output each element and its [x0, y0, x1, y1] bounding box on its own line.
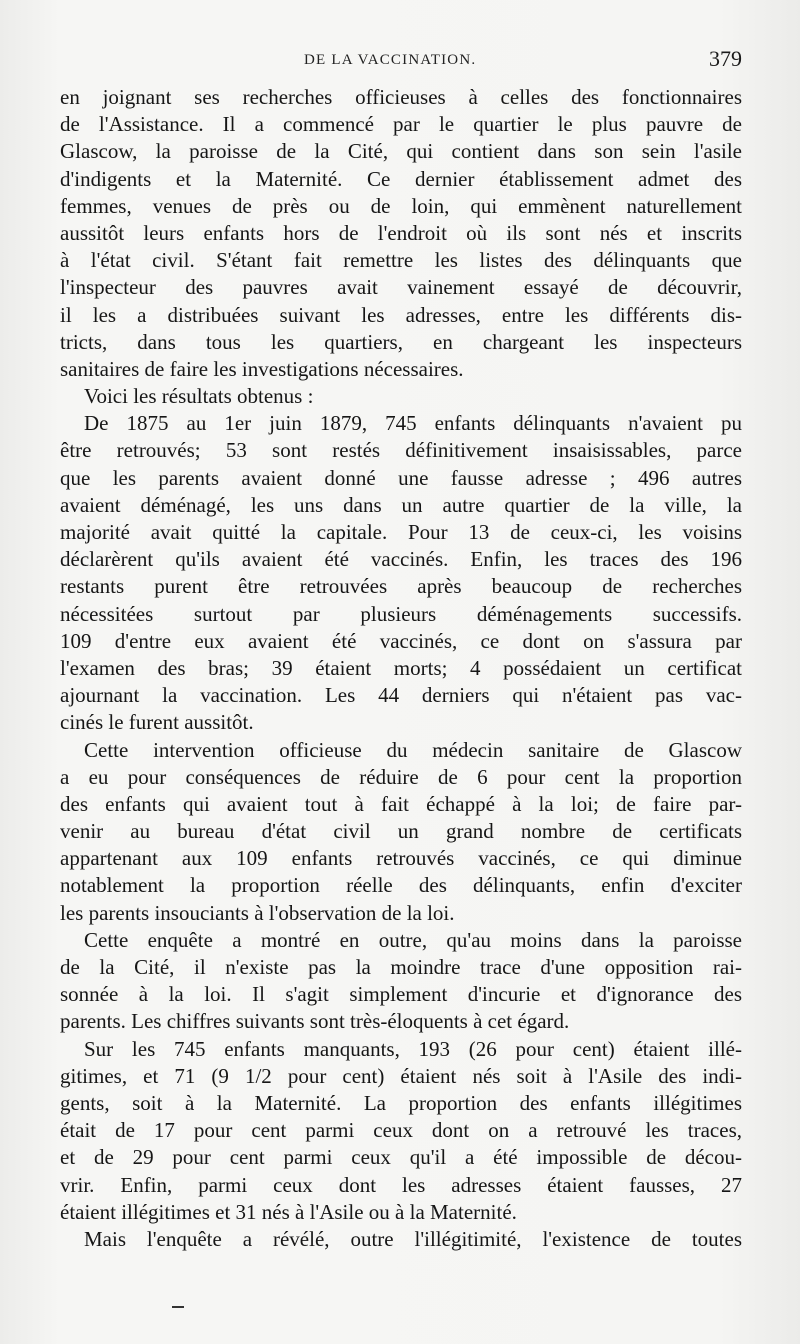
text-line: les parents insouciants à l'observation de la loi. — [60, 900, 455, 925]
text-line: Mais l'enquête a révélé, outre l'illégitimité, l'existence de toutes — [84, 1226, 742, 1251]
text-line: de la Cité, il n'existe pas la moindre trace d'une opposition rai- — [60, 955, 742, 979]
text-line: ajournant la vaccination. Les 44 derniers qui n'étaient pas vac- — [60, 683, 742, 708]
body-text — [60, 84, 742, 1253]
text-line: nécessitées surtout par plusieurs déménagements successifs. — [60, 601, 742, 626]
text-line: sanitaires de faire les investigations nécessaires. — [60, 356, 464, 381]
text-line: De 1875 au 1er juin 1879, 745 enfants délinquants n'avaient pu — [84, 411, 742, 436]
running-head: DE LA VACCINATION. — [304, 52, 477, 68]
text-line: déclarèrent qu'ils avaient été vaccinés. Enfin, les traces des 196 — [60, 547, 742, 572]
text-line: l'examen des bras; 39 étaient morts; 4 possédaient un certificat — [60, 655, 742, 680]
text-line: femmes, venues de près ou de loin, qui emmènent naturellement — [60, 193, 742, 218]
text-line: de l'Assistance. Il a commencé par le quartier le plus pauvre de — [60, 112, 742, 137]
text-line: parents. Les chiffres suivants sont très-éloquents à cet égard. — [60, 1009, 570, 1034]
text-line: venir au bureau d'état civil un grand nombre de certificats — [60, 819, 742, 844]
text-line: a eu pour conséquences de réduire de 6 pour cent la proportion — [60, 764, 742, 789]
text-line: était de 17 pour cent parmi ceux dont on a retrouvé les traces, — [60, 1118, 742, 1143]
text-line: appartenant aux 109 enfants retrouvés vaccinés, ce qui diminue — [60, 846, 742, 871]
text-line: Glascow, la paroisse de la Cité, qui contient dans son sein l'asile — [60, 139, 742, 164]
text-line: il les a distribuées suivant les adresses, entre les différents dis- — [60, 302, 742, 327]
page-number: 379 — [709, 46, 742, 71]
text-line: que les parents avaient donné une fausse adresse ; 496 autres — [60, 465, 742, 490]
text-line: tricts, dans tous les quartiers, en chargeant les inspecteurs — [60, 329, 742, 354]
text-line: sonnée à la loi. Il s'agit simplement d'incurie et d'ignorance des — [60, 982, 742, 1007]
text-line: avaient déménagé, les uns dans un autre quartier de la ville, la — [60, 492, 742, 517]
page-header — [60, 46, 742, 76]
text-line: et de 29 pour cent parmi ceux qu'il a été impossible de décou- — [60, 1145, 742, 1170]
text-line: gitimes, et 71 (9 1/2 pour cent) étaient nés soit à l'Asile des indi- — [60, 1063, 742, 1088]
text-line: étaient illégitimes et 31 nés à l'Asile ou à la Maternité. — [60, 1199, 517, 1224]
text-line: être retrouvés; 53 sont restés définitivement insaisissables, parce — [60, 438, 742, 463]
text-line: Sur les 745 enfants manquants, 193 (26 pour cent) étaient illé- — [84, 1036, 742, 1061]
text-line: aussitôt leurs enfants hors de l'endroit où ils sont nés et inscrits — [60, 220, 742, 245]
text-line: cinés le furent aussitôt. — [60, 710, 254, 735]
text-line: Voici les résultats obtenus : — [84, 384, 314, 409]
text-line: à l'état civil. S'étant fait remettre les listes des délinquants que — [60, 248, 742, 273]
text-line: notablement la proportion réelle des délinquants, enfin d'exciter — [60, 873, 742, 898]
text-line: majorité avait quitté la capitale. Pour 13 de ceux-ci, les voisins — [60, 520, 742, 544]
text-line: Cette enquête a montré en outre, qu'au moins dans la paroisse — [84, 927, 742, 952]
text-line: restants purent être retrouvées après beaucoup de recherches — [60, 574, 742, 599]
text-line: l'inspecteur des pauvres avait vainement essayé de découvrir, — [60, 275, 742, 300]
text-line: 109 d'entre eux avaient été vaccinés, ce dont on s'assura par — [60, 628, 742, 653]
text-line: en joignant ses recherches officieuses à celles des fonctionnaires — [60, 85, 742, 109]
text-line: gents, soit à la Maternité. La proportion des enfants illégitimes — [60, 1090, 742, 1115]
text-line: d'indigents et la Maternité. Ce dernier établissement admet des — [60, 166, 742, 191]
text-line: des enfants qui avaient tout à fait échappé à la loi; de faire par- — [60, 791, 742, 816]
signature-mark — [172, 1306, 184, 1308]
text-line: vrir. Enfin, parmi ceux dont les adresses étaient fausses, 27 — [60, 1172, 742, 1197]
text-line: Cette intervention officieuse du médecin sanitaire de Glascow — [84, 737, 742, 762]
